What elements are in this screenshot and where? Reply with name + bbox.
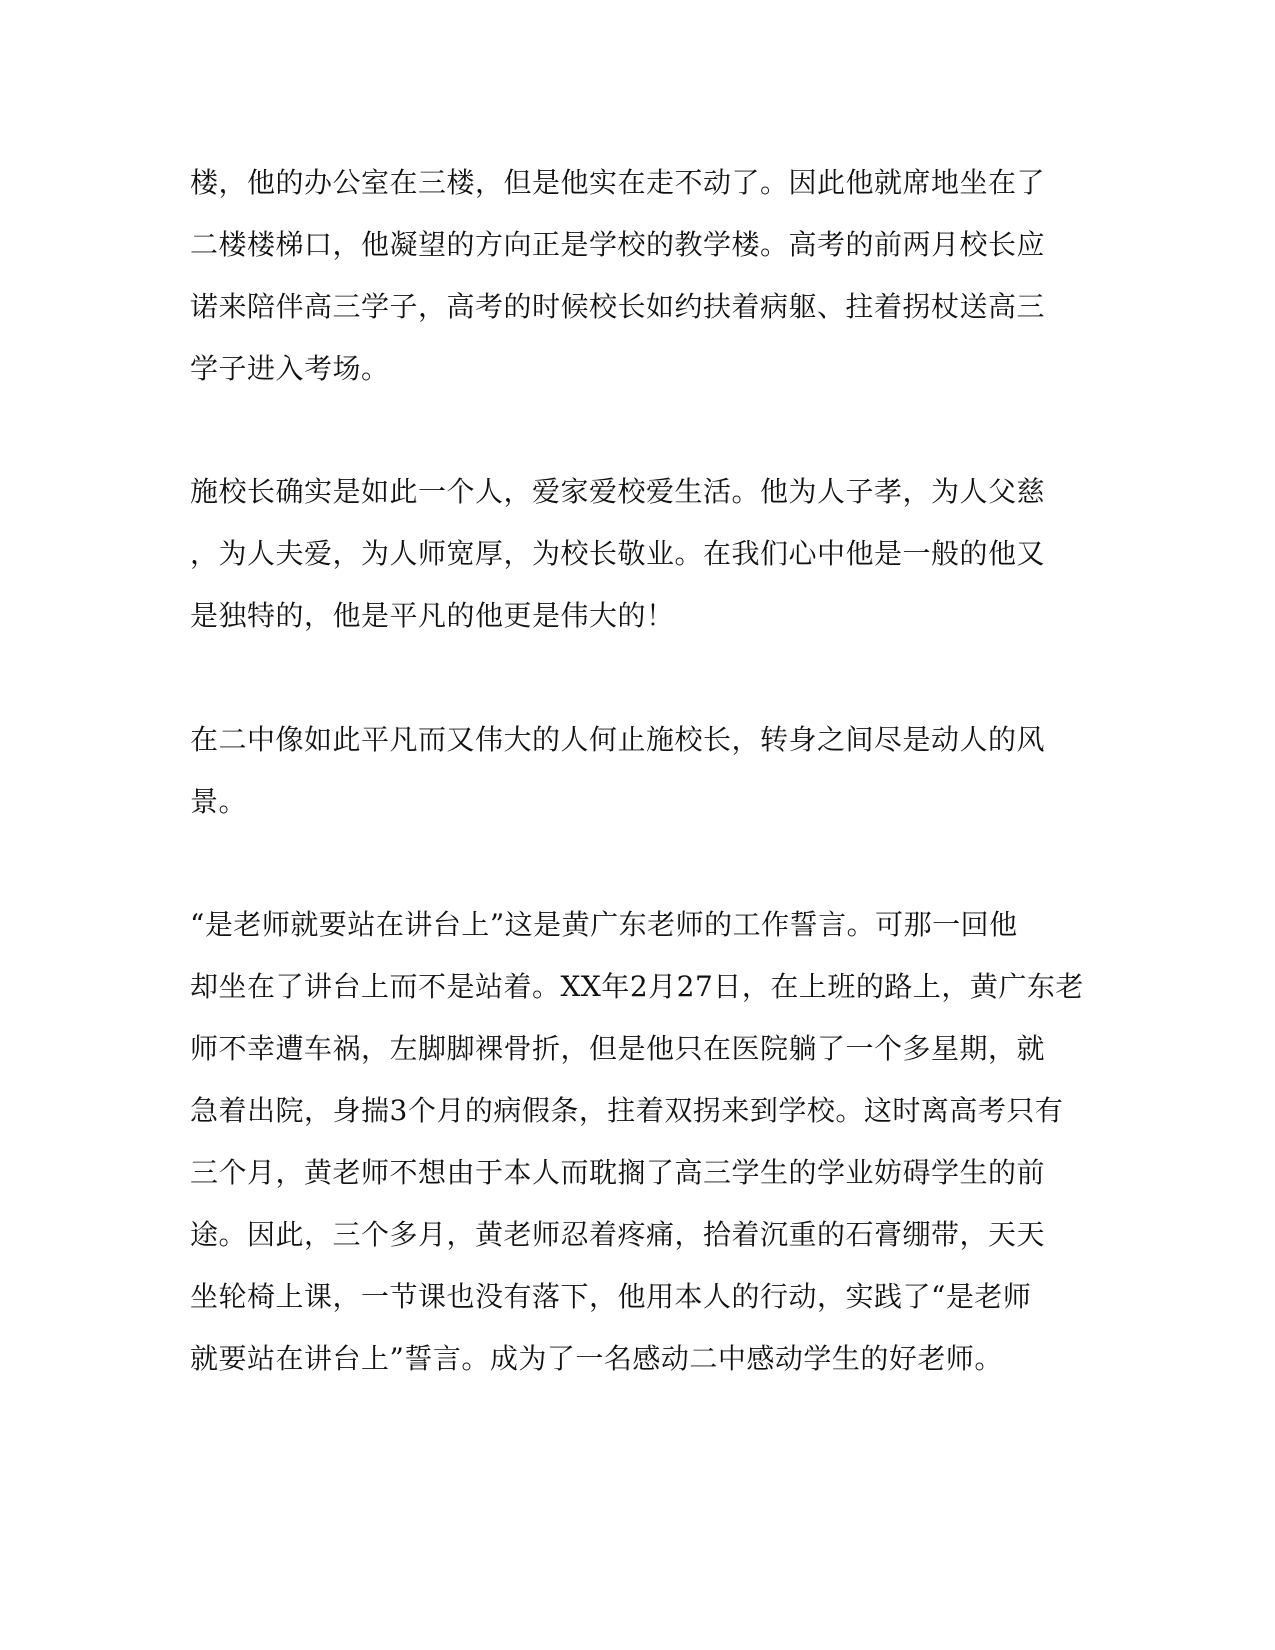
text-line: “是老师就要站在讲台上”这是黄广东老师的工作誓言。可那一回他 bbox=[190, 908, 1018, 941]
text-line: 坐轮椅上课，一节课也没有落下，他用本人的行动，实践了“是老师 bbox=[190, 1280, 1032, 1313]
text-line: 诺来陪伴高三学子，高考的时候校长如约扶着病躯、拄着拐杖送高三 bbox=[190, 290, 1046, 323]
text-line: 学子进入考场。 bbox=[190, 352, 390, 385]
text-line: 师不幸遭车祸，左脚脚裸骨折，但是他只在医院躺了一个多星期，就 bbox=[190, 1032, 1046, 1065]
text-line: 是独特的，他是平凡的他更是伟大的！ bbox=[190, 599, 675, 632]
text-line: 景。 bbox=[190, 785, 248, 818]
text-line: 就要站在讲台上”誓言。成为了一名感动二中感动学生的好老师。 bbox=[190, 1342, 1003, 1375]
text-line: 急着出院，身揣3个月的病假条，拄着双拐来到学校。这时离高考只有 bbox=[190, 1094, 1064, 1127]
text-line: 二楼楼梯口，他凝望的方向正是学校的教学楼。高考的前两月校长应 bbox=[190, 228, 1046, 261]
text-line: 三个月，黄老师不想由于本人而耽搁了高三学生的学业妨碍学生的前 bbox=[190, 1156, 1046, 1189]
text-line: 楼，他的办公室在三楼，但是他实在走不动了。因此他就席地坐在了 bbox=[190, 166, 1046, 199]
text-line: 在二中像如此平凡而又伟大的人何止施校长，转身之间尽是动人的风 bbox=[190, 723, 1046, 756]
text-line: 途。因此，三个多月，黄老师忍着疼痛，拾着沉重的石膏绷带，天天 bbox=[190, 1218, 1046, 1251]
text-line: 却坐在了讲台上而不是站着。XX年2月27日，在上班的路上，黄广东老 bbox=[190, 970, 1084, 1003]
text-line: ，为人夫爱，为人师宽厚，为校长敬业。在我们心中他是一般的他又 bbox=[190, 537, 1046, 570]
text-line: 施校长确实是如此一个人，爱家爱校爱生活。他为人子孝，为人父慈 bbox=[190, 475, 1046, 508]
